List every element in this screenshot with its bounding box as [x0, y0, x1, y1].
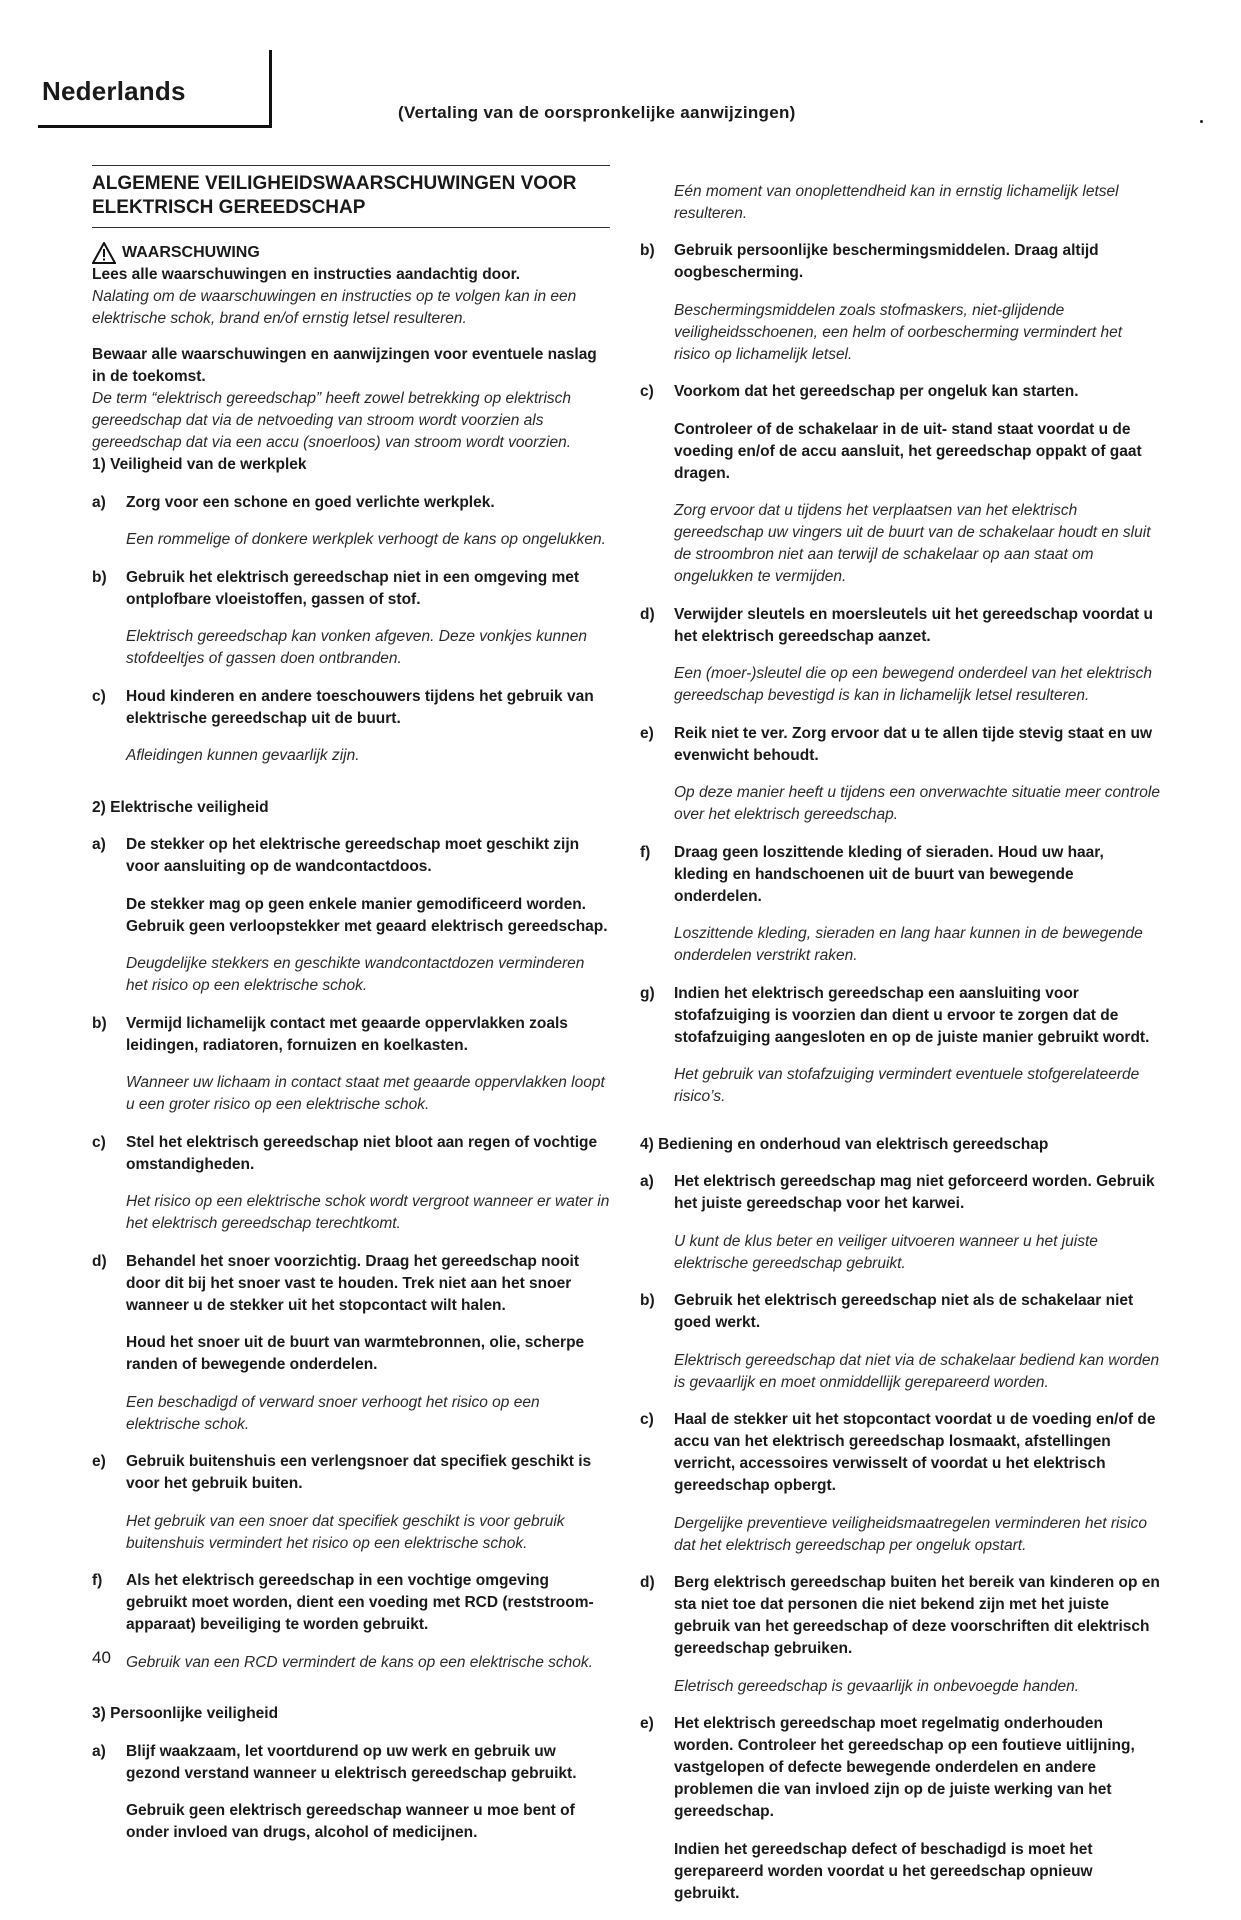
section-2-item-c: c) Stel het elektrisch gereedschap niet bloot aan regen of vochtige omstandigheden. Het risico op een elektrische schok wordt vergroot wanneer er water in het elektrisch gereedschap terechtkomt. [92, 1133, 610, 1232]
warning-read-all: Lees alle waarschuwingen en instructies aandachtig door. [92, 266, 521, 283]
warning-triangle-icon [92, 242, 116, 264]
section-title: ALGEMENE VEILIGHEIDSWAARSCHUWINGEN VOOR ELEKTRISCH GEREEDSCHAP [92, 165, 610, 228]
warning-read-all-note: Nalating om de waarschuwingen en instructies op te volgen kan in een elektrische schok, brand en/of ernstig letsel resulteren. [92, 288, 577, 327]
warning-keep: Bewaar alle waarschuwingen en aanwijzingen voor eventuele naslag in de toekomst. [92, 346, 597, 385]
section-2-item-e: e) Gebruik buitenshuis een verlengsnoer dat specifiek geschikt is voor het gebruik buiten. Het gebruik van een snoer dat specifiek geschikt is voor gebruik buitenshuis vermindert het risico op een elektrische schok. [92, 1453, 592, 1552]
section-2-item-d: d) Behandel het snoer voorzichtig. Draag het gereedschap nooit door dit bij het snoer vast te houden. Trek niet aan het snoer wanneer u de stekker uit het stopcontact wilt halen. Houd het snoer uit de buurt van warmtebronnen, olie, scherpe randen of bewegende onderdelen. Een beschadigd of verward snoer verhoogt het risico op een elektrische schok. [92, 1252, 585, 1433]
section-3-item-a: a) Blijf waakzaam, let voortdurend op uw werk en gebruik uw gezond verstand wanneer u elektrisch gereedschap gebruikt. Gebruik geen elektrisch gereedschap wanneer u moe bent of onder invloed van drugs, alcohol of medicijnen. [92, 1742, 577, 1841]
translation-subtitle: (Vertaling van de oorspronkelijke aanwijzingen) [398, 103, 796, 122]
section-1-item-b: b) Gebruik het elektrisch gereedschap niet in een omgeving met ontplofbare vloeistoffen, gassen of stof. Elektrisch gereedschap kan vonken afgeven. Deze vonkjes kunnen stofdeeltjes of gassen doen ontbranden. [92, 568, 587, 667]
section-1-item-a: a) Zorg voor een schone en goed verlichte werkplek. Een rommelige of donkere werkplek verhoogt de kans op ongelukken. [92, 493, 606, 548]
section-2-item-a: a) De stekker op het elektrische gereedschap moet geschikt zijn voor aansluiting op de wandcontactdoos. De stekker mag op geen enkele manier gemodificeerd worden. Gebruik geen verloopstekker met geaard elektrisch gereedschap. Deugdelijke stekkers en geschikte wandcontactdozen verminderen het risico op een elektrische schok. [92, 836, 608, 994]
section-4-heading: 4) Bediening en onderhoud van elektrisch gereedschap [640, 1135, 1049, 1153]
section-3-item-c: c) Voorkom dat het gereedschap per ongeluk kan starten. Controleer of de schakelaar in de uit- stand staat voordat u de voeding en/of de accu aansluit, het gereedschap oppakt of gaat dragen. Zorg ervoor dat u tijdens het verplaatsen van het elektrisch gereedschap uw vingers uit de buurt van de schakelaar houdt en sluit de stroombron niet aan terwijl de schakelaar op aan staat om ongelukken te vermijden. [640, 383, 1151, 585]
section-1-heading: 1) Veiligheid van de werkplek [92, 456, 307, 473]
section-3-item-d: d) Verwijder sleutels en moersleutels uit het gereedschap voordat u het elektrisch gereedschap aanzet. Een (moer-)sleutel die op een bewegend onderdeel van het elektrisch gereedschap bevestigd is kan in lichamelijk letsel resulteren. [640, 605, 1153, 704]
section-3-item-f: f) Draag geen loszittende kleding of sieraden. Houd uw haar, kleding en handschoenen uit de buurt van bewegende onderdelen. Loszittende kleding, sieraden en lang haar kunnen in de bewegende onderdelen verstrikt raken. [640, 843, 1143, 964]
warning-term-note: De term “elektrisch gereedschap” heeft zowel betrekking op elektrisch gereedschap dat via de netvoeding van stroom wordt voorzien als gereedschap dat via een accu (snoerloos) van stroom wordt voorzien. [92, 390, 572, 451]
section-4-item-c: c) Haal de stekker uit het stopcontact voordat u de voeding en/of de accu van het elektrisch gereedschap losmaakt, afstellingen verricht, accessoires verwisselt of voordat u het elektrisch gereedschap opbergt. Dergelijke preventieve veiligheidsmaatregelen verminderen het risico dat het elektrisch gereedschap per ongeluk opstart. [640, 1411, 1156, 1554]
section-1-item-c: c) Houd kinderen en andere toeschouwers tijdens het gebruik van elektrische gereedschap uit de buurt. Afleidingen kunnen gevaarlijk zijn. [92, 687, 594, 764]
section-3-heading: 3) Persoonlijke veiligheid [92, 1705, 279, 1722]
section-3-item-e: e) Reik niet te ver. Zorg ervoor dat u te allen tijde stevig staat en uw evenwicht behoudt. Op deze manier heeft u tijdens een onverwachte situatie meer controle over het elektrisch gereedschap. [640, 724, 1160, 823]
section-4-item-d: d) Berg elektrisch gereedschap buiten het bereik van kinderen op en sta niet toe dat personen die niet bekend zijn met het juiste gebruik van het gereedschap of deze voorschriften dit elektrisch gereedschap gebruiken. Eletrisch gereedschap is gevaarlijk in onbevoegde handen. [640, 1574, 1160, 1695]
stray-mark [1200, 120, 1203, 123]
section-3-item-a-cont: Eén moment van onoplettendheid kan in ernstig lichamelijk letsel resulteren. [674, 182, 1119, 222]
section-4-item-b: b) Gebruik het elektrisch gereedschap niet als de schakelaar niet goed werkt. Elektrisch gereedschap dat niet via de schakelaar bediend kan worden is gevaarlijk en moet onmiddellijk gerepareerd worden. [640, 1292, 1160, 1391]
left-column [92, 165, 610, 1860]
section-4-item-e: e) Het elektrisch gereedschap moet regelmatig onderhouden worden. Controleer het gereedschap op een foutieve uitlijning, vastgelopen of defecte bewegende onderdelen en andere problemen die van invloed zijn op de juiste werking van het gereedschap. Indien het gereedschap defect of beschadigd is moet het gerepareerd worden voordat u het gereedschap opnieuw gebruikt. [640, 1715, 1135, 1902]
section-2-heading: 2) Elektrische veiligheid [92, 798, 269, 816]
warning-label: WAARSCHUWING [122, 244, 260, 261]
language-title: Nederlands [42, 76, 186, 106]
section-3-item-b: b) Gebruik persoonlijke beschermingsmiddelen. Draag altijd oogbescherming. Beschermingsmiddelen zoals stofmaskers, niet-glijdende veiligheidsschoenen, een helm of oorbescherming vermindert het risico op lichamelijk letsel. [640, 242, 1123, 363]
section-2-item-f: f) Als het elektrisch gereedschap in een vochtige omgeving gebruikt moet worden, dient een voeding met RCD (reststroom-apparaat) beveiliging te worden gebruikt. Gebruik van een RCD vermindert de kans op een elektrische schok. [92, 1572, 594, 1671]
warning-heading [92, 242, 610, 264]
section-4-item-a: a) Het elektrisch gereedschap mag niet geforceerd worden. Gebruik het juiste gereedschap voor het karwei. U kunt de klus beter en veiliger uitvoeren wanneer u het juiste elektrische gereedschap gebruikt. [640, 1173, 1155, 1272]
right-column [640, 165, 1160, 1920]
section-3-item-g: g) Indien het elektrisch gereedschap een aansluiting voor stofafzuiging is voorzien dan dient u ervoor te zorgen dat de stofafzuiging aangesloten en op de juiste manier gebruikt wordt. Het gebruik van stofafzuiging vermindert eventuele stofgerelateerde risico’s. [640, 984, 1150, 1105]
section-2-item-b: b) Vermijd lichamelijk contact met geaarde oppervlakken zoals leidingen, radiatoren, fornuizen en koelkasten. Wanneer uw lichaam in contact staat met geaarde oppervlakken loopt u een groter risico op een elektrische schok. [92, 1014, 605, 1113]
page-number: 40 [92, 1648, 111, 1667]
